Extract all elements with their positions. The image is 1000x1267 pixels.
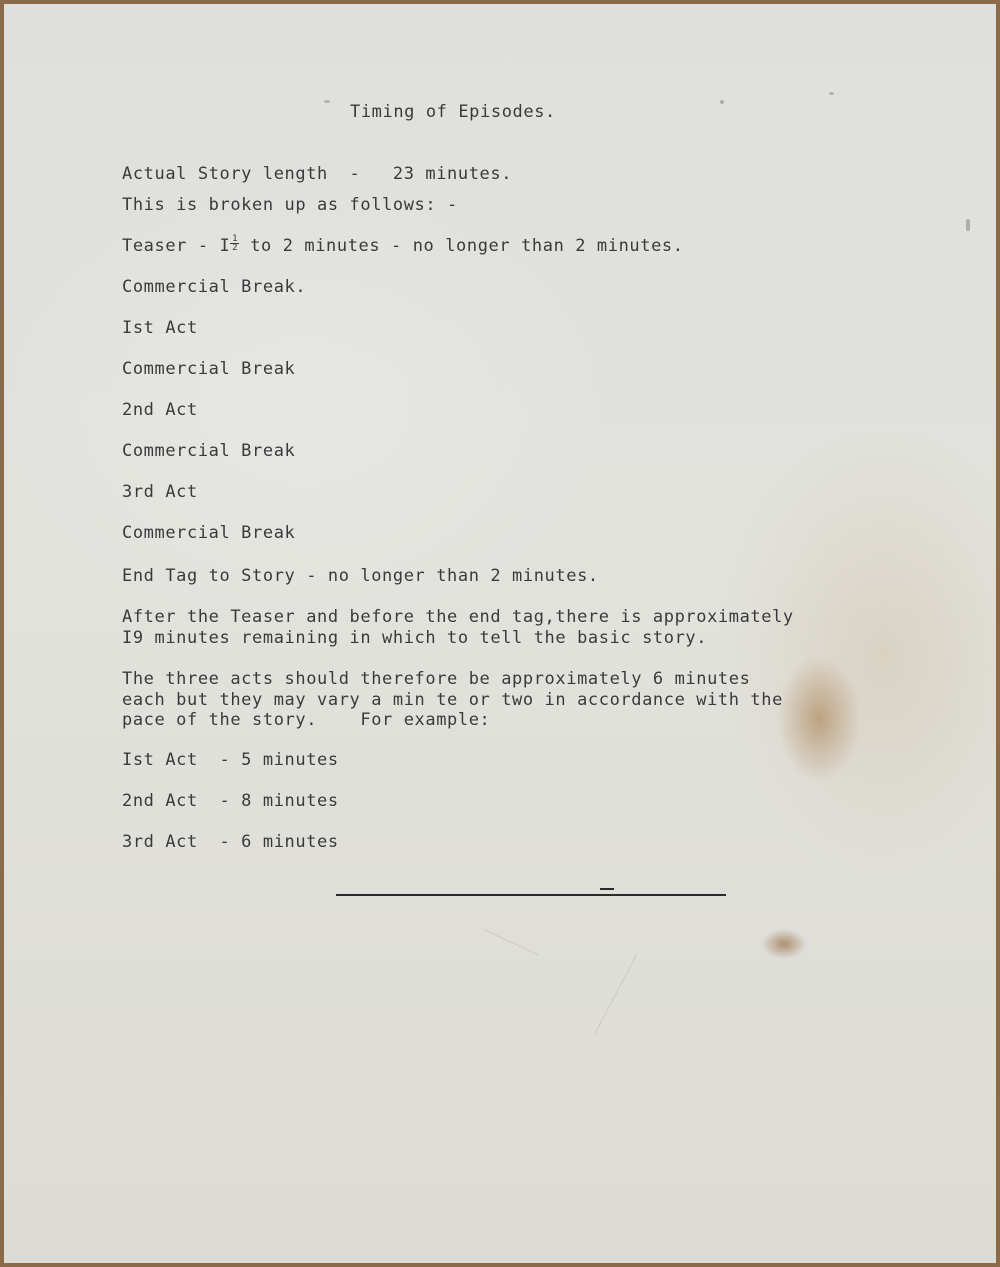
page-title: Timing of Episodes.: [350, 102, 556, 122]
ink-speck: [324, 100, 330, 103]
commercial-break-line: Commercial Break.: [122, 277, 307, 297]
act-line: Ist Act: [122, 318, 198, 338]
commercial-break-line: Commercial Break: [122, 441, 296, 461]
ink-speck: [966, 219, 970, 231]
paper-crease: [484, 929, 539, 955]
commercial-break-line: Commercial Break: [122, 359, 296, 379]
ink-speck: [829, 92, 834, 95]
act-line: 3rd Act: [122, 482, 198, 502]
teaser-prefix: Teaser - I: [122, 236, 231, 256]
closing-rule: [336, 894, 726, 896]
fraction-denominator: 2: [232, 242, 238, 253]
teaser-suffix: to 2 minutes - no longer than 2 minutes.: [239, 236, 684, 256]
commercial-break-line: Commercial Break: [122, 523, 296, 543]
underline-mark: [600, 888, 614, 890]
paragraph-line: After the Teaser and before the end tag,there is approximately: [122, 607, 794, 627]
paragraph-line: pace of the story. For example:: [122, 710, 491, 730]
end-tag-line: End Tag to Story - no longer than 2 minutes.: [122, 566, 599, 586]
paper-crease: [594, 955, 637, 1035]
example-line: Ist Act - 5 minutes: [122, 750, 339, 770]
one-half-fraction: [230, 235, 239, 252]
paragraph-line: The three acts should therefore be approximately 6 minutes: [122, 669, 751, 689]
broken-up-line: This is broken up as follows: -: [122, 195, 458, 215]
example-line: 2nd Act - 8 minutes: [122, 791, 339, 811]
teaser-line: [122, 233, 684, 257]
example-line: 3rd Act - 6 minutes: [122, 832, 339, 852]
paragraph-line: I9 minutes remaining in which to tell the basic story.: [122, 628, 708, 648]
ink-speck: [720, 100, 724, 104]
fraction-numerator: 1: [232, 233, 238, 244]
act-line: 2nd Act: [122, 400, 198, 420]
story-length-line: Actual Story length - 23 minutes.: [122, 164, 513, 184]
paragraph-line: each but they may vary a min te or two in accordance with the: [122, 690, 783, 710]
